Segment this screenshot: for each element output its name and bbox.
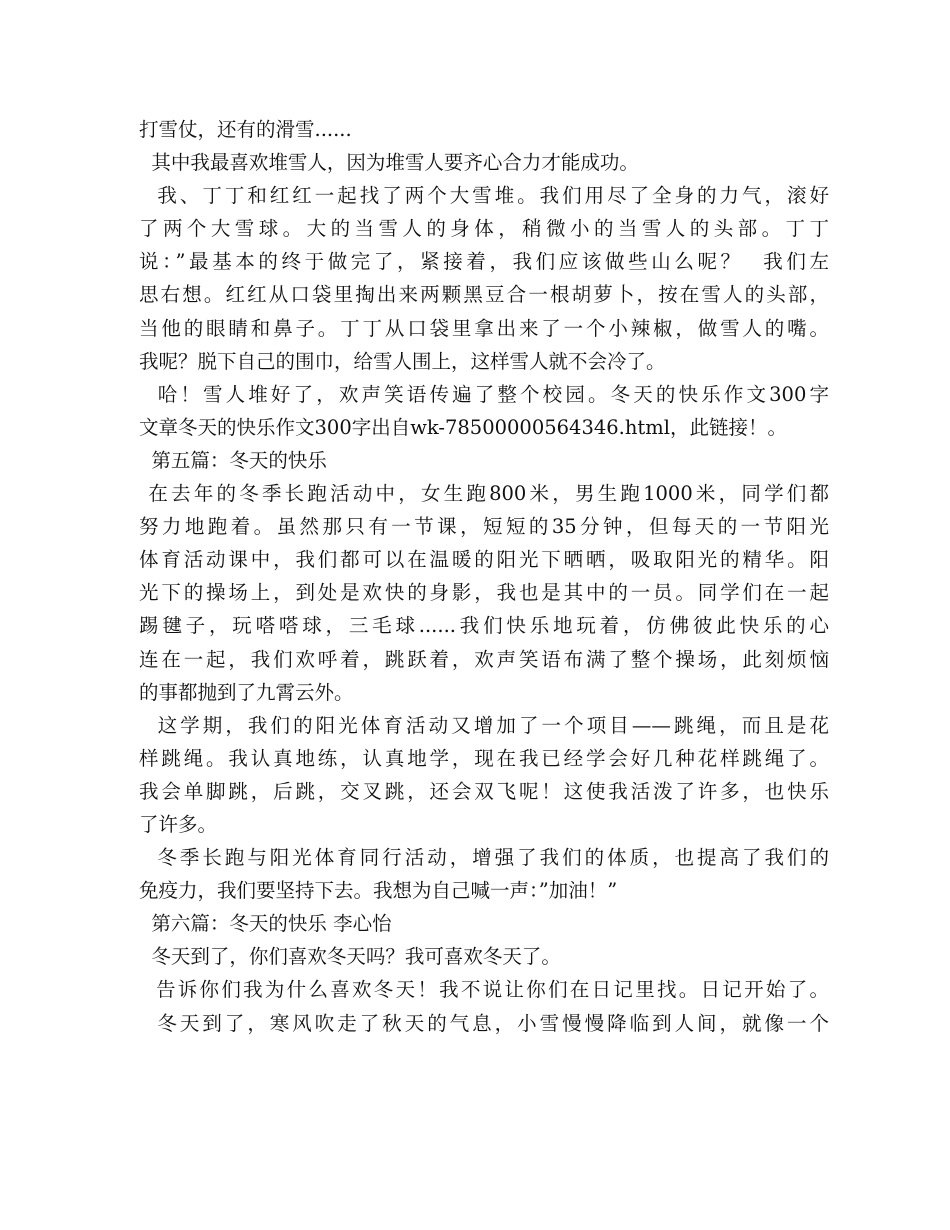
text-line: 体育活动课中，我们都可以在温暖的阳光下晒晒，吸取阳光的精华。阳 — [139, 548, 829, 572]
text-line: 告诉你们我为什么喜欢冬天！我不说让你们在日记里找。日记开始了。 — [139, 978, 829, 1002]
text-line: 说：”最基本的终于做完了，紧接着，我们应该做些山么呢？ 我们左 — [139, 250, 829, 274]
text-line: 的事都抛到了九霄云外。 — [139, 680, 354, 704]
text-line: 其中我最喜欢堆雪人，因为堆雪人要齐心合力才能成功。 — [139, 151, 639, 175]
text-line: 这学期，我们的阳光体育活动又增加了一个项目——跳绳，而且是花 — [139, 713, 829, 737]
text-line: 免疫力，我们要坚持下去。我想为自己喊一声：”加油！” — [139, 879, 618, 903]
text-line: 冬天到了，寒风吹走了秋天的气息，小雪慢慢降临到人间，就像一个 — [139, 1011, 829, 1035]
text-line: 光下的操场上，到处是欢快的身影，我也是其中的一员。同学们在一起 — [139, 581, 829, 605]
text-line: 样跳绳。我认真地练，认真地学，现在我已经学会好几种花样跳绳了。 — [139, 746, 829, 770]
text-line: 了两个大雪球。大的当雪人的身体，稍微小的当雪人的头部。丁丁 — [139, 217, 829, 241]
text-line: 当他的眼睛和鼻子。丁丁从口袋里拿出来了一个小辣椒，做雪人的嘴。 — [139, 316, 829, 340]
text-line: 在去年的冬季长跑活动中，女生跑800米，男生跑1000米，同学们都 — [139, 482, 829, 506]
text-line: 冬季长跑与阳光体育同行活动，增强了我们的体质，也提高了我们的 — [139, 846, 829, 870]
text-line: 了许多。 — [139, 812, 218, 836]
text-line: 冬天到了，你们喜欢冬天吗？我可喜欢冬天了。 — [139, 945, 561, 969]
text-line: 我、丁丁和红红一起找了两个大雪堆。我们用尽了全身的力气，滚好 — [139, 184, 829, 208]
text-body — [139, 113, 829, 1040]
text-line: 哈！雪人堆好了，欢声笑语传遍了整个校园。冬天的快乐作文300字 — [139, 382, 829, 406]
text-line: 我会单脚跳，后跳，交叉跳，还会双飞呢！这使我活泼了许多，也快乐 — [139, 779, 829, 803]
text-line: 踢毽子，玩嗒嗒球，三毛球......我们快乐地玩着，仿佛彼此快乐的心 — [139, 614, 829, 638]
text-line: 我呢？脱下自己的围巾，给雪人围上，这样雪人就不会冷了。 — [139, 349, 666, 373]
text-line: 打雪仗，还有的滑雪...... — [139, 118, 352, 141]
text-line: 文章冬天的快乐作文300字出自wk-78500000564346.html，此链接！。 — [139, 415, 787, 439]
section-heading: 第六篇：冬天的快乐 李心怡 — [139, 912, 392, 936]
text-line: 思右想。红红从口袋里掏出来两颗黑豆合一根胡萝卜，按在雪人的头部， — [139, 283, 829, 307]
text-line: 连在一起，我们欢呼着，跳跃着，欢声笑语布满了整个操场，此刻烦恼 — [139, 647, 829, 671]
text-line: 努力地跑着。虽然那只有一节课，短短的35分钟，但每天的一节阳光 — [139, 515, 829, 539]
section-heading: 第五篇：冬天的快乐 — [139, 448, 327, 472]
